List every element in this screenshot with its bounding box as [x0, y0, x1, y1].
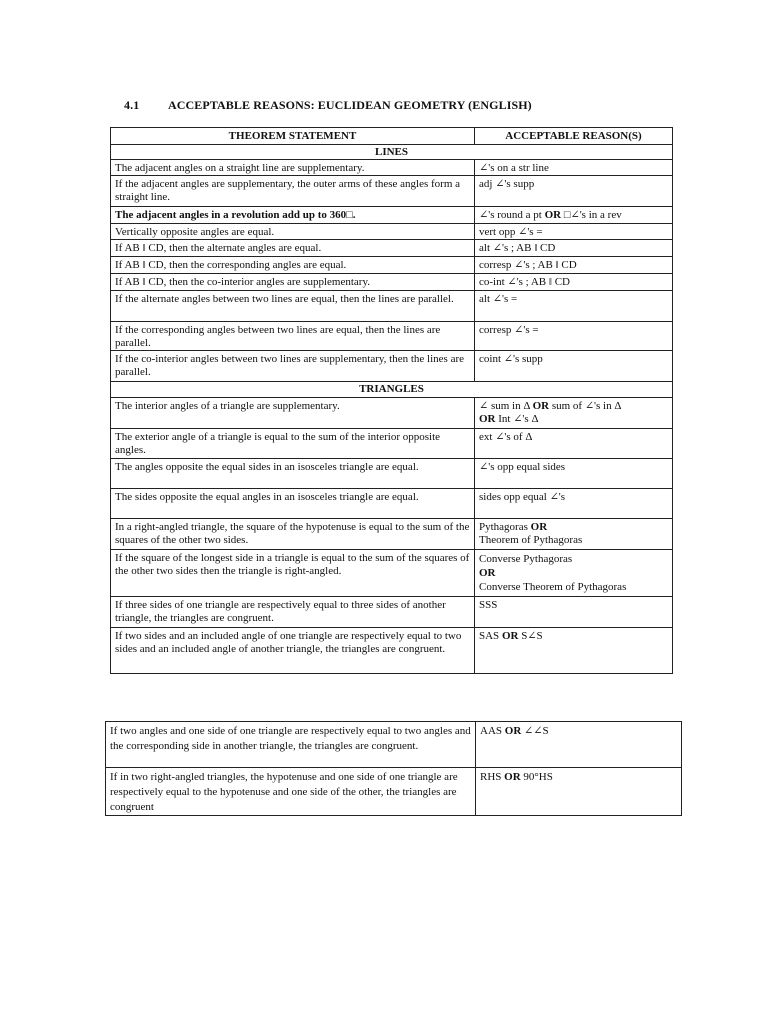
acceptable-reasons-table: [110, 127, 673, 674]
or-label: OR: [479, 413, 496, 425]
reason-part: □∠'s in a rev: [561, 209, 622, 221]
table-row: [111, 519, 673, 550]
reason-cell: alt ∠'s =: [475, 291, 673, 322]
section-row-triangles: [111, 382, 673, 398]
table-row: [111, 274, 673, 291]
statement-cell: If the adjacent angles are supplementary, the outer arms of these angles form a straight line.: [111, 176, 475, 207]
table-row: [111, 489, 673, 519]
or-label: OR: [532, 400, 550, 412]
reason-part: 90°HS: [520, 771, 553, 783]
reason-cell: SSS: [475, 597, 673, 628]
table-row: [111, 291, 673, 322]
reason-cell: [475, 398, 673, 429]
reason-part: ∠∠S: [521, 725, 549, 737]
section-number: 4.1: [124, 98, 140, 112]
reason-part: Int ∠'s Δ: [495, 413, 539, 425]
table-row: [111, 322, 673, 351]
table-row: [106, 768, 682, 816]
statement-cell: If three sides of one triangle are respectively equal to three sides of another triangle, the triangles are congruent.: [111, 597, 475, 628]
statement-cell: If the co-interior angles between two lines are supplementary, then the lines are parallel.: [111, 351, 475, 382]
acceptable-reasons-table-continued: [105, 721, 682, 816]
reason-cell: coint ∠'s supp: [475, 351, 673, 382]
table-row: [111, 224, 673, 240]
statement-cell: The exterior angle of a triangle is equal to the sum of the interior opposite angles.: [111, 429, 475, 459]
reason-part: ∠'s round a pt: [479, 209, 545, 221]
table-row: [111, 459, 673, 489]
reason-cell: corresp ∠'s ; AB ‖ CD: [475, 257, 673, 274]
reason-part: S∠S: [518, 630, 543, 642]
reason-cell: alt ∠'s ; AB ‖ CD: [475, 240, 673, 257]
table-row: [106, 722, 682, 768]
table-row: [111, 240, 673, 257]
reason-cell: ∠'s opp equal sides: [475, 459, 673, 489]
reason-cell: [475, 628, 673, 674]
statement-cell: If in two right-angled triangles, the hypotenuse and one side of one triangle are respectively equal to the hypotenuse and one side of the other, the triangles are congruent: [106, 768, 476, 816]
statement-cell: If AB ‖ CD, then the alternate angles are equal.: [111, 240, 475, 257]
statement-cell: The angles opposite the equal sides in an isosceles triangle are equal.: [111, 459, 475, 489]
or-label: OR: [479, 567, 496, 579]
header-acceptable-reasons: ACCEPTABLE REASON(S): [475, 128, 673, 145]
statement-cell: The interior angles of a triangle are supplementary.: [111, 398, 475, 429]
statement-cell: If the square of the longest side in a triangle is equal to the sum of the squares of the other two sides then the triangle is right-angled.: [111, 550, 475, 597]
reason-part: SAS: [479, 630, 502, 642]
statement-cell: If two sides and an included angle of one triangle are respectively equal to two sides and an included angle of another triangle, the triangles are congruent.: [111, 628, 475, 674]
statement-cell: If the alternate angles between two lines are equal, then the lines are parallel.: [111, 291, 475, 322]
or-label: OR: [504, 771, 521, 783]
reason-cell: sides opp equal ∠'s: [475, 489, 673, 519]
section-row-lines: [111, 145, 673, 160]
reason-cell: co-int ∠'s ; AB ‖ CD: [475, 274, 673, 291]
reason-part: Pythagoras: [479, 521, 531, 533]
table-row: [111, 550, 673, 597]
section-heading: [124, 98, 532, 113]
table-row: [111, 160, 673, 176]
or-label: OR: [501, 630, 519, 642]
header-theorem-statement: THEOREM STATEMENT: [111, 128, 475, 145]
reason-part: sum of ∠'s in Δ: [549, 400, 622, 412]
reason-cell: [476, 768, 682, 816]
reason-cell: ∠'s on a str line: [475, 160, 673, 176]
reason-cell: [475, 519, 673, 550]
section-title: ACCEPTABLE REASONS: EUCLIDEAN GEOMETRY (ENGLISH): [168, 98, 532, 112]
reason-cell: ext ∠'s of Δ: [475, 429, 673, 459]
reason-part: Theorem of Pythagoras: [479, 534, 583, 546]
statement-cell: If two angles and one side of one triangle are respectively equal to two angles and the corresponding side in another triangle, the triangles are congruent.: [106, 722, 476, 768]
table-row: [111, 398, 673, 429]
reason-part: Converse Pythagoras: [479, 553, 573, 565]
reason-cell: [476, 722, 682, 768]
table-row: [111, 597, 673, 628]
reason-cell: [475, 207, 673, 224]
table-row: [111, 257, 673, 274]
table-header-row: [111, 128, 673, 145]
reason-cell: corresp ∠'s =: [475, 322, 673, 351]
table-row: [111, 207, 673, 224]
reason-part: ∠ sum in Δ: [479, 400, 533, 412]
or-label: OR: [504, 725, 522, 737]
table-row: [111, 628, 673, 674]
statement-cell: If the corresponding angles between two lines are equal, then the lines are parallel.: [111, 322, 475, 351]
statement-cell: Vertically opposite angles are equal.: [111, 224, 475, 240]
reason-part: AAS: [480, 725, 505, 737]
reason-part: Converse Theorem of Pythagoras: [479, 581, 627, 593]
section-label-triangles: TRIANGLES: [111, 382, 673, 398]
statement-cell: The sides opposite the equal angles in an isosceles triangle are equal.: [111, 489, 475, 519]
table-row: [111, 429, 673, 459]
statement-cell: If AB ‖ CD, then the co-interior angles are supplementary.: [111, 274, 475, 291]
statement-cell: The adjacent angles on a straight line are supplementary.: [111, 160, 475, 176]
statement-cell: The adjacent angles in a revolution add up to 360□.: [111, 207, 475, 224]
table-row: [111, 176, 673, 207]
statement-cell: In a right-angled triangle, the square of the hypotenuse is equal to the sum of the squares of the other two sides.: [111, 519, 475, 550]
reason-cell: adj ∠'s supp: [475, 176, 673, 207]
section-label-lines: LINES: [111, 145, 673, 160]
or-label: OR: [544, 209, 562, 221]
reason-cell: [475, 550, 673, 597]
reason-cell: vert opp ∠'s =: [475, 224, 673, 240]
table-row: [111, 351, 673, 382]
or-label: OR: [530, 521, 548, 533]
reason-part: RHS: [480, 771, 505, 783]
statement-cell: If AB ‖ CD, then the corresponding angles are equal.: [111, 257, 475, 274]
